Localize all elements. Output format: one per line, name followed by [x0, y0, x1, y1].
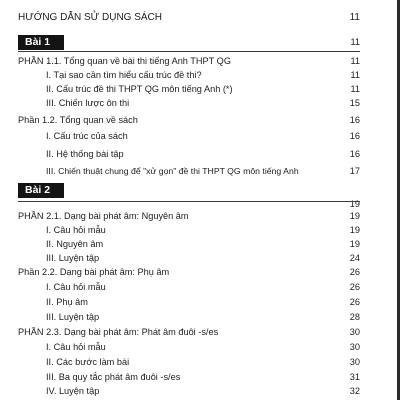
toc-entry	[0, 238, 400, 251]
toc-entry-title: II. Hệ thống bài tập	[46, 149, 124, 159]
toc-entry-page: 19	[349, 225, 360, 235]
toc-entry	[0, 224, 400, 237]
toc-entry	[0, 385, 400, 398]
toc-entry	[0, 55, 400, 68]
toc-entry-page: 11	[350, 84, 360, 94]
toc-entry-page: 16	[349, 131, 360, 141]
toc-entry	[0, 69, 400, 82]
toc-entry-page: 17	[349, 166, 360, 176]
toc-entry	[0, 130, 400, 143]
section-label: Bài 2	[25, 184, 51, 196]
toc-entry-page: 11	[350, 56, 360, 66]
toc-entry	[0, 148, 400, 161]
section-divider	[18, 201, 360, 202]
toc-entry-page: 28	[349, 312, 360, 322]
toc-entry	[0, 326, 400, 339]
toc-entry-title: II. Các bước làm bài	[46, 357, 130, 367]
toc-entry-page: 19	[349, 239, 360, 249]
section-1-page-row	[0, 36, 400, 49]
toc-entry	[0, 281, 400, 294]
toc-entry-title: III. Ba quy tắc phát âm đuôi -s/es	[46, 372, 181, 382]
toc-entry-title: IV. Luyện tập	[46, 386, 100, 396]
toc-entry-page: 30	[349, 342, 360, 352]
toc-entry-page: 24	[349, 253, 360, 263]
toc-entry	[0, 356, 400, 369]
toc-entry-title: I. Câu hỏi mẫu	[46, 342, 106, 352]
toc-entry-title: II. Cấu trúc đề thi THPT QG môn tiếng Anh (*)	[46, 84, 233, 94]
toc-entry-title: III. Chiến lược ôn thi	[46, 98, 130, 108]
section-page: 11	[350, 37, 360, 47]
toc-entry-title: PHẦN 1.1. Tổng quan về bài thi tiếng Anh THPT QG	[18, 56, 231, 66]
toc-entry	[0, 371, 400, 384]
toc-entry-page: 26	[349, 267, 360, 277]
toc-entry	[0, 97, 400, 110]
toc-entry	[0, 266, 400, 279]
toc-entry-page: 11	[349, 12, 360, 23]
toc-entry-title: I. Câu hỏi mẫu	[46, 225, 106, 235]
toc-entry-title: III. Luyện tập	[46, 312, 100, 322]
section-header-bai-2	[18, 183, 64, 198]
toc-entry-title: I. Câu hỏi mẫu	[46, 282, 106, 292]
toc-entry-intro	[0, 11, 400, 24]
section-label: Bài 1	[25, 36, 51, 48]
toc-entry-page: 15	[349, 98, 360, 108]
toc-entry-page: 30	[349, 357, 360, 367]
toc-entry	[0, 252, 400, 265]
toc-entry	[0, 210, 400, 223]
toc-entry-title: Phần 2.2. Dạng bài phát âm: Phụ âm	[18, 267, 170, 277]
toc-entry	[0, 341, 400, 354]
toc-entry-page: 26	[349, 282, 360, 292]
toc-entry-title: PHẦN 2.1. Dạng bài phát âm: Nguyên âm	[18, 211, 189, 221]
toc-entry-page: 16	[349, 115, 360, 125]
section-divider	[18, 51, 360, 52]
toc-entry-title: HƯỚNG DẪN SỬ DỤNG SÁCH	[18, 12, 162, 23]
toc-entry-title: III. Luyện tập	[46, 253, 100, 263]
toc-entry-title: I. Tại sao cần tìm hiểu cấu trúc đề thi?	[46, 70, 202, 80]
toc-entry-title: I. Cấu trúc của sách	[46, 131, 128, 141]
toc-entry	[0, 165, 400, 178]
toc-entry-title: Phần 1.2. Tổng quan về sách	[18, 115, 138, 125]
toc-entry-page: 30	[349, 327, 360, 337]
toc-entry-page: 32	[349, 386, 360, 396]
toc-entry-page: 26	[349, 297, 360, 307]
toc-entry-title: II. Nguyên âm	[46, 239, 104, 249]
toc-entry-title: PHẦN 2.3. Dạng bài phát âm: Phát âm đuôi -s/es	[18, 327, 219, 337]
toc-entry	[0, 296, 400, 309]
toc-entry-page: 19	[349, 211, 360, 221]
toc-entry-page: 11	[350, 70, 360, 80]
toc-entry-page: 16	[349, 149, 360, 159]
section-page: 19	[349, 199, 360, 209]
toc-entry	[0, 311, 400, 324]
toc-entry	[0, 83, 400, 96]
toc-entry	[0, 114, 400, 127]
toc-entry-title: II. Phụ âm	[46, 297, 88, 307]
toc-entry-title: III. Chiến thuật chung để "xử gọn" đề thi THPT QG môn tiếng Anh	[46, 166, 299, 176]
toc-entry-page: 31	[349, 372, 360, 382]
